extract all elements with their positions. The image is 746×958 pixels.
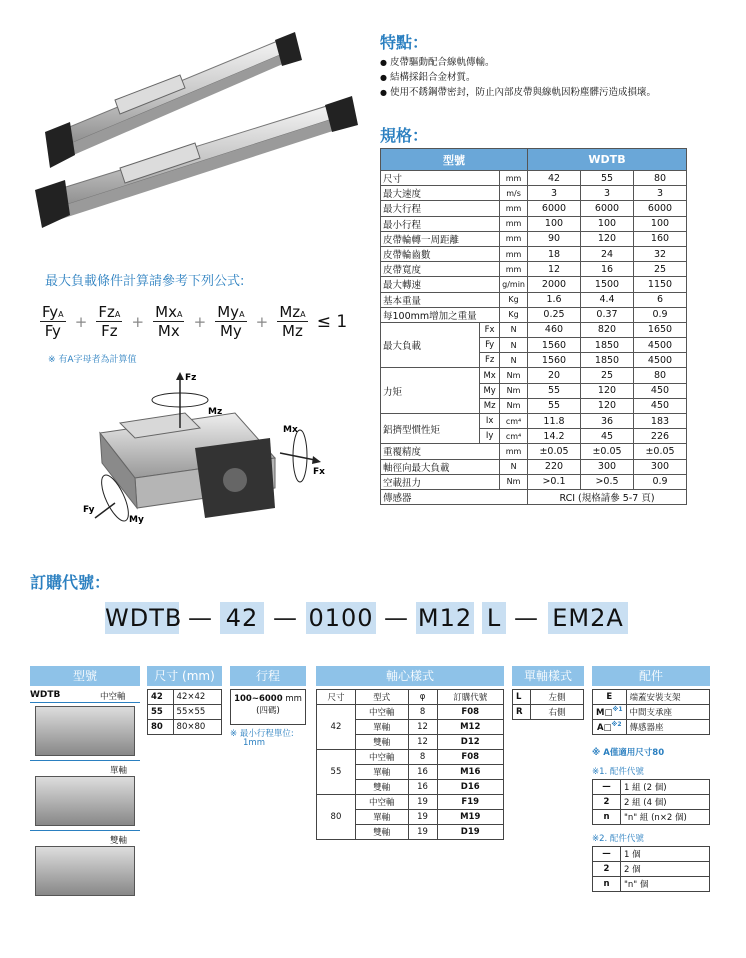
- spec-group-label: 最大負載: [381, 322, 480, 368]
- spec-value: >0.5: [581, 474, 634, 489]
- spec-sub: Fy: [480, 338, 500, 353]
- shaft-type: 雙軸: [355, 780, 408, 795]
- note1-code: —: [593, 780, 621, 795]
- stroke-note2: 1mm: [243, 738, 265, 748]
- shaft-diameter: 16: [408, 765, 437, 780]
- accessory-header: 配件: [592, 666, 710, 686]
- spec-unit: Nm: [500, 383, 528, 398]
- spec-value: ±0.05: [581, 444, 634, 459]
- spec-value: 14.2: [528, 429, 581, 444]
- spec-value: 80: [634, 171, 687, 186]
- size-dim: 80×80: [173, 720, 221, 735]
- note1-label: 2 組 (4 個): [621, 795, 710, 810]
- spec-unit: mm: [500, 201, 528, 216]
- formula-den: My: [219, 322, 242, 340]
- spec-value: 1560: [528, 353, 581, 368]
- formula-sub: A: [176, 310, 183, 319]
- spec-label: 尺寸: [381, 171, 500, 186]
- shaft-col-header: 訂購代號: [437, 690, 504, 705]
- shaft-col-header: φ: [408, 690, 437, 705]
- spec-unit: mm: [500, 171, 528, 186]
- shaft-row: [317, 705, 504, 720]
- force-diagram: [75, 368, 335, 533]
- shaft-code: M16: [437, 765, 504, 780]
- shaft-header: 軸心樣式: [316, 666, 504, 686]
- spec-unit: mm: [500, 246, 528, 261]
- spec-value: 226: [634, 429, 687, 444]
- spec-value: 90: [528, 231, 581, 246]
- spec-unit: g/min: [500, 277, 528, 292]
- spec-value: 32: [634, 246, 687, 261]
- spec-label: 空載扭力: [381, 474, 500, 489]
- spec-value: 1560: [528, 338, 581, 353]
- code-accessory: EM2A: [548, 602, 628, 634]
- shaft-type: 中空軸: [355, 750, 408, 765]
- divider: [30, 702, 140, 703]
- spec-unit: cm⁴: [500, 429, 528, 444]
- note1-label: 1 組 (2 個): [621, 780, 710, 795]
- spec-value: 100: [581, 216, 634, 231]
- spec-value: 0.37: [581, 307, 634, 322]
- note1-code: 2: [593, 795, 621, 810]
- code-shaft: M12: [417, 604, 473, 632]
- spec-value: 24: [581, 246, 634, 261]
- formula-num: Fy: [42, 303, 59, 321]
- formula-plus: +: [193, 312, 207, 331]
- stroke-box: [230, 689, 306, 725]
- spec-unit: Nm: [500, 368, 528, 383]
- shaft-size: 42: [317, 705, 356, 750]
- shaft-col-header: 型式: [355, 690, 408, 705]
- spec-value: 120: [581, 383, 634, 398]
- code-side: L: [482, 602, 506, 634]
- spec-value: RCI (規格請參 5-7 頁): [528, 489, 687, 504]
- spec-value: 1850: [581, 353, 634, 368]
- spec-row: [381, 292, 687, 307]
- shaft-type: 單軸: [355, 720, 408, 735]
- stroke-note: ※ 最小行程單位:: [230, 729, 294, 739]
- features-list: [380, 55, 740, 100]
- spec-value: 42: [528, 171, 581, 186]
- shaft-diameter: 8: [408, 705, 437, 720]
- shaft-code: F19: [437, 795, 504, 810]
- accessory-note: ※ A僅適用尺寸80: [592, 748, 665, 758]
- accessory-code: M□: [596, 707, 613, 718]
- formula-den: Mz: [282, 322, 303, 340]
- note1-label: "n" 組 (n×2 個): [621, 810, 710, 825]
- shaft-header-row: [317, 690, 504, 705]
- side-code: L: [513, 690, 531, 705]
- label-fz: Fz: [185, 373, 197, 383]
- spec-value: 18: [528, 246, 581, 261]
- model-image-double: [35, 846, 135, 896]
- spec-row: [381, 171, 687, 186]
- shaft-size: 55: [317, 750, 356, 795]
- side-code: R: [513, 705, 531, 720]
- label-my: My: [129, 515, 144, 525]
- spec-value: ±0.05: [528, 444, 581, 459]
- note2-code: —: [593, 847, 621, 862]
- formula-plus: +: [74, 312, 88, 331]
- spec-row: [381, 277, 687, 292]
- spec-row: [381, 444, 687, 459]
- shaft-code: D12: [437, 735, 504, 750]
- spec-value: 300: [581, 459, 634, 474]
- shaft-code: D16: [437, 780, 504, 795]
- shaft-diameter: 19: [408, 795, 437, 810]
- formula-sub: A: [114, 310, 121, 319]
- spec-label: 最小行程: [381, 216, 500, 231]
- code-size: 42: [220, 602, 264, 634]
- spec-value: 3: [634, 186, 687, 201]
- spec-label: 最大速度: [381, 186, 500, 201]
- side-label: 左側: [531, 690, 584, 705]
- spec-sub: Mx: [480, 368, 500, 383]
- spec-value: 120: [581, 398, 634, 413]
- spec-sub: Fz: [480, 353, 500, 368]
- spec-value: 450: [634, 383, 687, 398]
- spec-row: [381, 307, 687, 322]
- spec-row: [381, 414, 687, 429]
- spec-group-label: 力矩: [381, 368, 480, 414]
- spec-label: 軸徑向最大負載: [381, 459, 500, 474]
- note2-label: "n" 個: [621, 877, 710, 892]
- shaft-type: 中空軸: [355, 705, 408, 720]
- spec-row: [381, 186, 687, 201]
- spec-label: 皮帶輪齒數: [381, 246, 500, 261]
- shaft-diameter: 12: [408, 735, 437, 750]
- shaft-code: M12: [437, 720, 504, 735]
- spec-unit: N: [500, 459, 528, 474]
- spec-value: 120: [581, 231, 634, 246]
- spec-sub: Iy: [480, 429, 500, 444]
- spec-unit: mm: [500, 231, 528, 246]
- label-mz: Mz: [208, 407, 223, 417]
- spec-row: [381, 262, 687, 277]
- feature-item: ● 使用不銹鋼帶密封，防止內部皮帶與線軌因粉塵髒污造成損壞。: [380, 85, 740, 100]
- accessory-code: A□: [596, 722, 612, 733]
- spec-value: 220: [528, 459, 581, 474]
- product-image-rails: [30, 20, 360, 230]
- stroke-range: 100~6000: [234, 694, 283, 704]
- size-header: 尺寸 (mm): [147, 666, 222, 686]
- spec-sub: My: [480, 383, 500, 398]
- code-dash: —: [188, 604, 212, 632]
- spec-value: 100: [528, 216, 581, 231]
- spec-value: 3: [581, 186, 634, 201]
- size-dim: 55×55: [173, 705, 221, 720]
- shaft-code: F08: [437, 750, 504, 765]
- stroke-unit: mm: [285, 694, 302, 704]
- model-image-hollow: [35, 706, 135, 756]
- note2-title: ※2. 配件代號: [592, 834, 644, 844]
- size-code: 55: [148, 705, 174, 720]
- spec-label: 最大轉速: [381, 277, 500, 292]
- spec-unit: Kg: [500, 307, 528, 322]
- spec-table: [380, 148, 687, 505]
- spec-unit: m/s: [500, 186, 528, 201]
- shaft-type: 雙軸: [355, 735, 408, 750]
- spec-value: 6: [634, 292, 687, 307]
- note1-table: [592, 779, 710, 825]
- spec-unit: mm: [500, 262, 528, 277]
- spec-row: [381, 489, 687, 504]
- spec-value: 11.8: [528, 414, 581, 429]
- load-formula: [40, 303, 347, 340]
- formula-sub: A: [239, 310, 245, 319]
- spec-value: 6000: [528, 201, 581, 216]
- spec-sub: Fx: [480, 322, 500, 337]
- note2-code: 2: [593, 862, 621, 877]
- shaft-code: F08: [437, 705, 504, 720]
- accessory-code: E: [593, 690, 627, 705]
- spec-label: 重覆精度: [381, 444, 500, 459]
- accessory-sup: ※1: [612, 706, 623, 714]
- spec-header-series: WDTB: [528, 149, 687, 171]
- side-label: 右側: [531, 705, 584, 720]
- model-image-single: [35, 776, 135, 826]
- label-fy: Fy: [83, 505, 95, 515]
- spec-value: 4500: [634, 338, 687, 353]
- order-title: 訂購代號：: [30, 573, 111, 592]
- formula-rhs: ≤ 1: [316, 311, 348, 332]
- spec-value: >0.1: [528, 474, 581, 489]
- note2-code: n: [593, 877, 621, 892]
- divider: [30, 760, 140, 761]
- spec-value: 450: [634, 398, 687, 413]
- formula-note: ※ 有A字母者為計算值: [48, 355, 137, 365]
- spec-label: 皮帶輪轉一周距離: [381, 231, 500, 246]
- code-dash: —: [514, 604, 538, 632]
- formula-num: My: [217, 303, 240, 321]
- spec-value: ±0.05: [634, 444, 687, 459]
- shaft-type: 單軸: [355, 765, 408, 780]
- label-fx: Fx: [313, 467, 325, 477]
- spec-value: 183: [634, 414, 687, 429]
- shaft-type: 雙軸: [355, 825, 408, 840]
- shaft-size: 80: [317, 795, 356, 840]
- spec-value: 0.9: [634, 307, 687, 322]
- specs-title: 規格：: [380, 126, 429, 145]
- shaft-type: 單軸: [355, 810, 408, 825]
- spec-row: [381, 231, 687, 246]
- spec-label: 皮帶寬度: [381, 262, 500, 277]
- spec-value: 3: [528, 186, 581, 201]
- spec-value: 16: [581, 262, 634, 277]
- code-dash: —: [273, 604, 297, 632]
- spec-value: 820: [581, 322, 634, 337]
- note2-label: 1 個: [621, 847, 710, 862]
- code-dash: —: [384, 604, 408, 632]
- spec-label: 傳感器: [381, 489, 528, 504]
- size-code: 80: [148, 720, 174, 735]
- spec-unit: N: [500, 353, 528, 368]
- spec-value: 1650: [634, 322, 687, 337]
- spec-value: 0.25: [528, 307, 581, 322]
- spec-label: 每100mm增加之重量: [381, 307, 500, 322]
- formula-num: Fz: [98, 303, 115, 321]
- spec-unit: N: [500, 322, 528, 337]
- spec-value: 20: [528, 368, 581, 383]
- spec-value: 6000: [634, 201, 687, 216]
- shaft-diameter: 16: [408, 780, 437, 795]
- stroke-header: 行程: [230, 666, 306, 686]
- accessory-table: [592, 689, 710, 735]
- shaft-row: [317, 750, 504, 765]
- spec-value: 2000: [528, 277, 581, 292]
- spec-unit: mm: [500, 216, 528, 231]
- code-stroke: 0100: [306, 602, 376, 634]
- formula-den: Mx: [157, 322, 180, 340]
- shaft-diameter: 19: [408, 825, 437, 840]
- formula-sub: A: [300, 310, 306, 319]
- spec-value: 55: [528, 383, 581, 398]
- spec-unit: N: [500, 338, 528, 353]
- note1-title: ※1. 配件代號: [592, 767, 644, 777]
- formula-title: 最大負載條件計算請參考下列公式:: [45, 274, 245, 289]
- accessory-label: 端蓋安裝支架: [626, 690, 709, 705]
- formula-plus: +: [255, 312, 269, 331]
- shaft-diameter: 12: [408, 720, 437, 735]
- stroke-digits: (四碼): [256, 706, 280, 716]
- spec-value: 0.9: [634, 474, 687, 489]
- spec-value: 25: [634, 262, 687, 277]
- spec-row: [381, 459, 687, 474]
- note1-code: n: [593, 810, 621, 825]
- model-variant: 單軸: [110, 766, 128, 776]
- spec-unit: Kg: [500, 292, 528, 307]
- label-mx: Mx: [283, 425, 298, 435]
- spec-value: 6000: [581, 201, 634, 216]
- spec-value: 25: [581, 368, 634, 383]
- spec-label: 基本重量: [381, 292, 500, 307]
- model-variant: 雙軸: [110, 836, 128, 846]
- shaft-diameter: 19: [408, 810, 437, 825]
- size-code: 42: [148, 690, 174, 705]
- side-table: [512, 689, 584, 720]
- spec-sub: Ix: [480, 414, 500, 429]
- spec-row: [381, 322, 687, 337]
- shaft-col-header: 尺寸: [317, 690, 356, 705]
- spec-row: [381, 216, 687, 231]
- spec-header-model: 型號: [381, 149, 528, 171]
- spec-label: 最大行程: [381, 201, 500, 216]
- shaft-code: D19: [437, 825, 504, 840]
- spec-sub: Mz: [480, 398, 500, 413]
- spec-value: 460: [528, 322, 581, 337]
- spec-row: [381, 246, 687, 261]
- divider: [30, 830, 140, 831]
- spec-value: 160: [634, 231, 687, 246]
- spec-value: 1150: [634, 277, 687, 292]
- spec-row: [381, 368, 687, 383]
- model-header: 型號: [30, 666, 140, 686]
- accessory-label: 中間支承座: [626, 705, 709, 720]
- spec-value: 100: [634, 216, 687, 231]
- shaft-code: M19: [437, 810, 504, 825]
- shaft-diameter: 8: [408, 750, 437, 765]
- shaft-row: [317, 795, 504, 810]
- formula-num: Mz: [279, 303, 301, 321]
- model-name: WDTB: [30, 690, 61, 700]
- spec-unit: cm⁴: [500, 414, 528, 429]
- model-variant: 中空軸: [100, 692, 126, 702]
- accessory-sup: ※2: [611, 721, 622, 729]
- shaft-type: 中空軸: [355, 795, 408, 810]
- formula-num: Mx: [155, 303, 177, 321]
- spec-value: 12: [528, 262, 581, 277]
- spec-value: 80: [634, 368, 687, 383]
- spec-unit: mm: [500, 444, 528, 459]
- note2-table: [592, 846, 710, 892]
- spec-value: 1850: [581, 338, 634, 353]
- size-table: [147, 689, 222, 735]
- feature-item: ● 結構採鋁合金材質。: [380, 70, 740, 85]
- formula-den: Fy: [44, 322, 61, 340]
- note2-label: 2 個: [621, 862, 710, 877]
- spec-value: 4.4: [581, 292, 634, 307]
- spec-value: 36: [581, 414, 634, 429]
- formula-sub: A: [58, 310, 64, 319]
- spec-group-label: 鋁擠型慣性矩: [381, 414, 480, 444]
- spec-value: 1.6: [528, 292, 581, 307]
- feature-item: ● 皮帶驅動配合線軌傳輸。: [380, 55, 740, 70]
- spec-row: [381, 474, 687, 489]
- accessory-label: 傳感器座: [626, 720, 709, 735]
- code-model: WDTB: [105, 604, 183, 632]
- side-header: 單軸樣式: [512, 666, 584, 686]
- spec-value: 300: [634, 459, 687, 474]
- spec-value: 55: [528, 398, 581, 413]
- formula-plus: +: [131, 312, 145, 331]
- features-title: 特點：: [380, 33, 429, 52]
- spec-value: 4500: [634, 353, 687, 368]
- spec-unit: Nm: [500, 398, 528, 413]
- formula-den: Fz: [101, 322, 118, 340]
- spec-value: 45: [581, 429, 634, 444]
- size-dim: 42×42: [173, 690, 221, 705]
- spec-row: [381, 201, 687, 216]
- spec-value: 55: [581, 171, 634, 186]
- shaft-table: [316, 689, 504, 840]
- spec-unit: Nm: [500, 474, 528, 489]
- spec-value: 1500: [581, 277, 634, 292]
